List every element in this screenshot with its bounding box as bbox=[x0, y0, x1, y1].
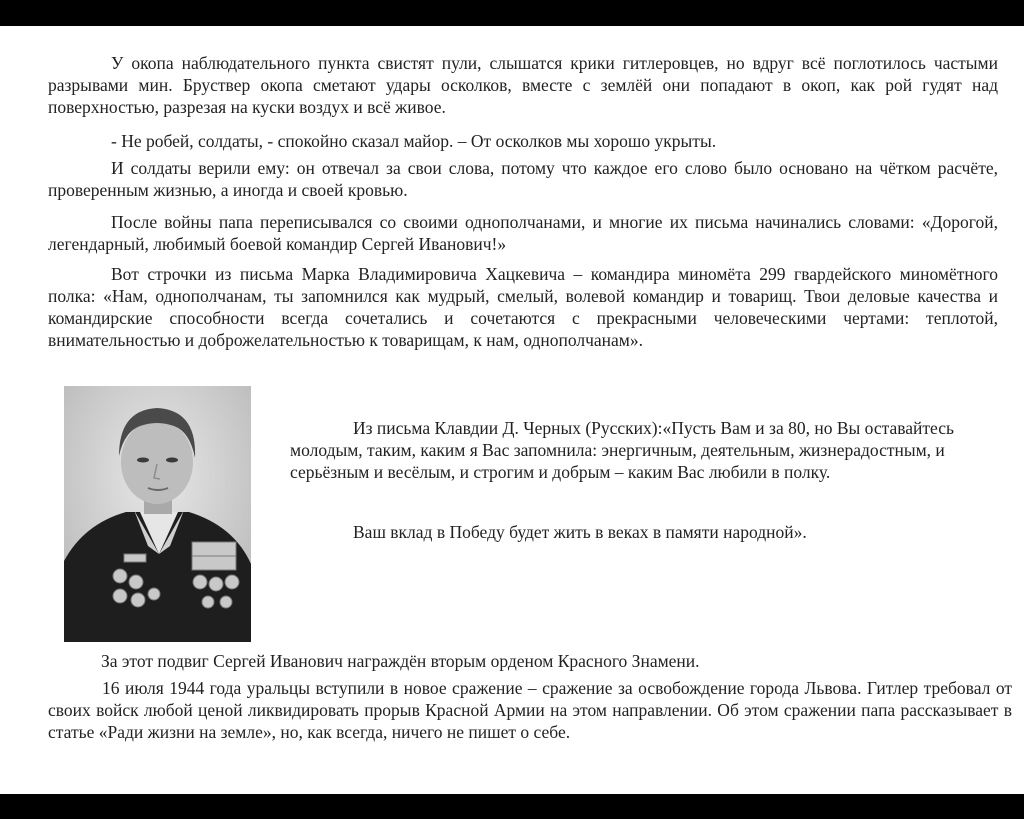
paragraph-4: После войны папа переписывался со своими однополчанами, и многие их письма начинались словами: «Дорогой, легендарный, любимый боевой командир Сергей Иванович!» bbox=[48, 212, 998, 254]
bottom-letterbox-bar bbox=[0, 794, 1024, 819]
document-page bbox=[0, 26, 1024, 794]
paragraph-3: И солдаты верили ему: он отвечал за свои слова, потому что каждое его слово было основано на чётком расчёте, проверенным жизнью, а иногда и своей кровью. bbox=[48, 158, 998, 200]
paragraph-8: За этот подвиг Сергей Иванович награждён вторым орденом Красного Знамени. bbox=[101, 651, 700, 671]
paragraph-6-letter: Из письма Клавдии Д. Черных (Русских):«Пусть Вам и за 80, но Вы оставайтесь молодым, таким, каким я Вас запомнила: энергичным, деятельным, жизнерадостным, и серьёзным и весёлым, и строгим и добрым – каким Вас любили в полку. bbox=[290, 418, 954, 482]
paragraph-9: 16 июля 1944 года уральцы вступили в новое сражение – сражение за освобождение города Львова. Гитлер требовал от своих войск любой ценой ликвидировать прорыв Красной Армии на этом направлении. Об этом сражении папа рассказывает в статье «Ради жизни на земле», но, как всегда, ничего не пишет о себе. bbox=[48, 678, 1012, 742]
paragraph-7-letter-end: Ваш вклад в Победу будет жить в веках в памяти народной». bbox=[353, 522, 807, 542]
paragraph-2: - Не робей, солдаты, - спокойно сказал майор. – От осколков мы хорошо укрыты. bbox=[111, 131, 717, 151]
portrait-photo bbox=[64, 386, 251, 642]
portrait-image bbox=[64, 386, 251, 642]
paragraph-1: У окопа наблюдательного пункта свистят пули, слышатся крики гитлеровцев, но вдруг всё поглотилось частыми разрывами мин. Бруствер окопа сметают удары осколков, вместе с землёй они попадают в окоп, как рой гудят над поверхностью, разрезая на куски воздух и всё живое. bbox=[48, 53, 998, 117]
top-letterbox-bar bbox=[0, 0, 1024, 26]
paragraph-5: Вот строчки из письма Марка Владимировича Хацкевича – командира миномёта 299 гвардейского миномётного полка: «Нам, однополчанам, ты запомнился как мудрый, смелый, волевой командир и товарищ. Твои деловые качества и командирские способности всегда сочетались и сочетаются с прекрасными человеческими чертами: теплотой, внимательностью и доброжелательностью к товарищам, к нам, однополчанам». bbox=[48, 264, 998, 350]
